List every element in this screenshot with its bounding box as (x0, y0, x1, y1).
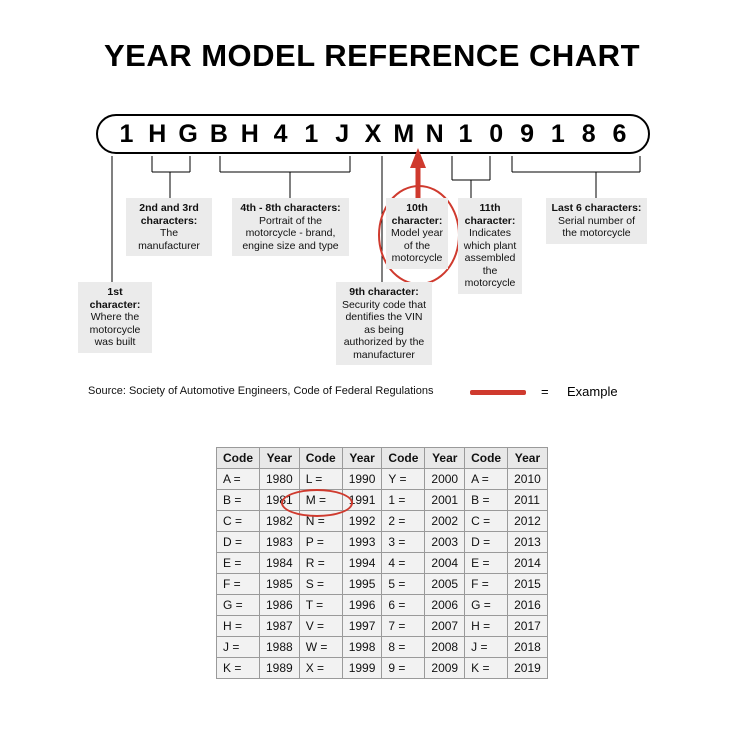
table-cell-year: 2013 (508, 532, 548, 553)
table-cell-code: D = (217, 532, 260, 553)
table-cell-year: 2007 (425, 616, 465, 637)
table-row (217, 532, 548, 553)
table-cell-code: H = (217, 616, 260, 637)
table-cell-year: 2010 (508, 469, 548, 490)
table-row (217, 553, 548, 574)
table-cell-code: 5 = (382, 574, 425, 595)
callout-heading: 10th character: (391, 202, 443, 227)
table-row (217, 616, 548, 637)
table-header-cell: Year (260, 448, 300, 469)
table-cell-year: 1981 (260, 490, 300, 511)
table-cell-code: 1 = (382, 490, 425, 511)
callout-heading: 11th character: (464, 202, 516, 227)
table-cell-code: B = (217, 490, 260, 511)
table-cell-year: 2008 (425, 637, 465, 658)
callout-heading: 1st character: (89, 286, 141, 311)
table-cell-code: 8 = (382, 637, 425, 658)
table-cell-code: L = (299, 469, 342, 490)
table-cell-code: X = (299, 658, 342, 679)
table-cell-code: C = (465, 511, 508, 532)
table-cell-code: T = (299, 595, 342, 616)
table-cell-year: 2017 (508, 616, 548, 637)
table-cell-code: J = (217, 637, 260, 658)
table-row (217, 490, 548, 511)
callout-last-6-characters (546, 198, 647, 244)
table-cell-code: H = (465, 616, 508, 637)
vin-char: 1 (119, 120, 134, 148)
table-cell-code: J = (465, 637, 508, 658)
table-cell-year: 1982 (260, 511, 300, 532)
table-header-cell: Code (299, 448, 342, 469)
table-cell-code: 2 = (382, 511, 425, 532)
table-cell-year: 2019 (508, 658, 548, 679)
table-cell-year: 1998 (342, 637, 382, 658)
year-code-table-container (216, 447, 548, 679)
table-cell-year: 2012 (508, 511, 548, 532)
vin-char: N (425, 120, 444, 148)
callout-9th-character (336, 282, 432, 365)
vin-char: X (364, 120, 382, 148)
legend-color-swatch (470, 390, 526, 395)
table-cell-code: W = (299, 637, 342, 658)
table-cell-year: 2006 (425, 595, 465, 616)
table-cell-year: 1995 (342, 574, 382, 595)
callout-1st-character (78, 282, 152, 353)
table-cell-code: 6 = (382, 595, 425, 616)
table-row (217, 574, 548, 595)
table-header-cell: Year (425, 448, 465, 469)
table-cell-year-highlighted: 1991 (342, 490, 382, 511)
table-cell-code: G = (217, 595, 260, 616)
table-cell-year: 2014 (508, 553, 548, 574)
vin-char: 8 (581, 120, 596, 148)
vin-char-model-year: M (393, 120, 415, 148)
vin-char: 4 (273, 120, 288, 148)
table-header-cell: Code (382, 448, 425, 469)
source-text: Source: Society of Automotive Engineers, Code of Federal Regulations (88, 385, 434, 397)
table-cell-code: V = (299, 616, 342, 637)
vin-number-box (96, 114, 650, 154)
table-cell-year: 1996 (342, 595, 382, 616)
table-cell-year: 2004 (425, 553, 465, 574)
vin-char: 1 (304, 120, 319, 148)
table-row (217, 595, 548, 616)
table-cell-year: 1993 (342, 532, 382, 553)
callout-11th-character (458, 198, 522, 294)
vin-char: J (335, 120, 350, 148)
table-cell-year: 1985 (260, 574, 300, 595)
table-cell-year: 1986 (260, 595, 300, 616)
table-cell-code: 4 = (382, 553, 425, 574)
vin-char: 0 (489, 120, 504, 148)
table-cell-code: S = (299, 574, 342, 595)
table-cell-year: 2001 (425, 490, 465, 511)
table-cell-year: 2003 (425, 532, 465, 553)
callout-2nd-3rd-characters (126, 198, 212, 256)
table-header-cell: Code (465, 448, 508, 469)
table-cell-code: 9 = (382, 658, 425, 679)
table-cell-code: P = (299, 532, 342, 553)
vin-char: 6 (612, 120, 627, 148)
table-cell-code: K = (217, 658, 260, 679)
vin-char: H (240, 120, 259, 148)
table-cell-code: F = (217, 574, 260, 595)
table-cell-year: 2000 (425, 469, 465, 490)
table-cell-code: D = (465, 532, 508, 553)
table-cell-year: 2002 (425, 511, 465, 532)
table-row (217, 469, 548, 490)
table-row (217, 511, 548, 532)
vin-char: B (209, 120, 228, 148)
table-cell-year: 1994 (342, 553, 382, 574)
callout-body: Portrait of the motorcycle - brand, engine size and type (242, 214, 339, 252)
table-cell-year: 2011 (508, 490, 548, 511)
callout-body: Indicates which plant assembled the motorcycle (463, 227, 517, 289)
legend-label: Example (567, 384, 618, 399)
table-cell-code: 3 = (382, 532, 425, 553)
table-cell-code: E = (217, 553, 260, 574)
table-header-row (217, 448, 548, 469)
table-cell-code: E = (465, 553, 508, 574)
vin-char: 1 (550, 120, 565, 148)
table-cell-year: 1989 (260, 658, 300, 679)
table-header-cell: Code (217, 448, 260, 469)
vin-char: 9 (520, 120, 535, 148)
table-cell-year: 1999 (342, 658, 382, 679)
table-row (217, 637, 548, 658)
table-cell-year: 1984 (260, 553, 300, 574)
table-cell-code: R = (299, 553, 342, 574)
vin-char: G (178, 120, 198, 148)
callout-body: Where the motorcycle was built (89, 311, 141, 348)
table-cell-year: 2016 (508, 595, 548, 616)
table-cell-year: 2005 (425, 574, 465, 595)
table-cell-year: 1983 (260, 532, 300, 553)
table-cell-code: Y = (382, 469, 425, 490)
table-cell-code: G = (465, 595, 508, 616)
callout-heading: 9th character: (349, 286, 419, 298)
table-cell-year: 2015 (508, 574, 548, 595)
table-cell-code: 7 = (382, 616, 425, 637)
vin-char: H (148, 120, 167, 148)
table-cell-code: A = (217, 469, 260, 490)
table-cell-year: 1988 (260, 637, 300, 658)
table-cell-code-highlighted: M = (299, 490, 342, 511)
callout-heading: 4th - 8th characters: (240, 202, 341, 214)
callout-10th-character (386, 198, 448, 269)
table-cell-year: 2009 (425, 658, 465, 679)
table-cell-year: 2018 (508, 637, 548, 658)
callout-body: The manufacturer (138, 227, 200, 252)
table-cell-code: K = (465, 658, 508, 679)
callout-heading: Last 6 characters: (551, 202, 642, 214)
table-cell-year: 1992 (342, 511, 382, 532)
table-header-cell: Year (508, 448, 548, 469)
table-cell-code: A = (465, 469, 508, 490)
table-cell-code: F = (465, 574, 508, 595)
callout-heading: 2nd and 3rd characters: (139, 202, 199, 227)
table-cell-code: B = (465, 490, 508, 511)
table-cell-year: 1997 (342, 616, 382, 637)
table-cell-year: 1987 (260, 616, 300, 637)
table-cell-code: C = (217, 511, 260, 532)
callout-body: Serial number of the motorcycle (557, 214, 636, 239)
table-cell-code: N = (299, 511, 342, 532)
table-cell-year: 1980 (260, 469, 300, 490)
year-code-table (216, 447, 548, 679)
legend-equals-sign: = (541, 384, 549, 399)
callout-body: Model year of the motorcycle (391, 227, 443, 264)
vin-char: 1 (458, 120, 473, 148)
page-title: YEAR MODEL REFERENCE CHART (103, 38, 641, 73)
table-row (217, 658, 548, 679)
table-header-cell: Year (342, 448, 382, 469)
table-cell-year: 1990 (342, 469, 382, 490)
callout-4th-8th-characters (232, 198, 349, 256)
callout-body: Security code that dentifies the VIN as being authorized by the manufacturer (341, 298, 427, 361)
